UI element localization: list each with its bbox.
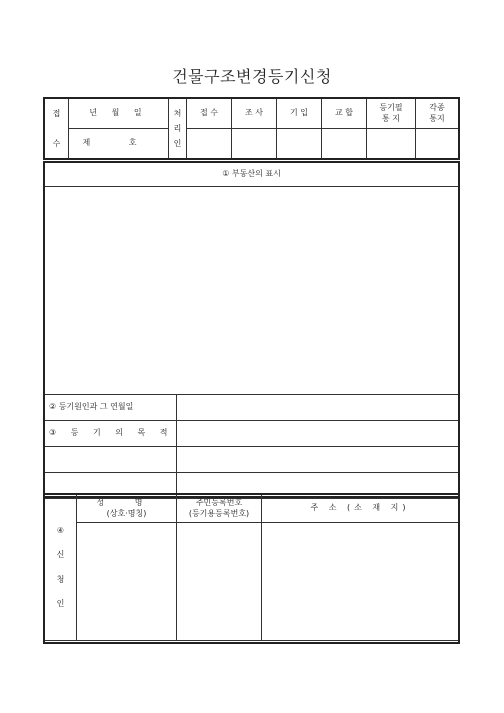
cell-giip[interactable] [277,129,322,159]
property-display-header: ① 부동산의 표시 [45,163,459,187]
date-label: 년 월 일 [69,99,169,129]
property-table [44,162,459,499]
address-header: 주 소 (소 재 지) [262,495,459,523]
receipt-table [44,98,459,159]
id-field[interactable] [177,523,262,641]
property-display-field[interactable] [45,187,459,395]
name-field[interactable] [77,523,177,641]
name-header: 성 명 (상호·명칭) [77,495,177,523]
col-misc-notice: 각종 통지 [416,99,459,129]
cell-josa[interactable] [232,129,277,159]
cause-date-label: ② 등기원인과 그 연월일 [45,395,177,421]
col-giip: 기 입 [277,99,322,129]
cell-jeopsu[interactable] [187,129,232,159]
number-label: 제 호 [69,129,169,159]
applicant-label: ④ 신 청 인 [45,495,77,641]
cause-date-field[interactable] [177,395,459,421]
address-field[interactable] [262,523,459,641]
cell-gyohap[interactable] [322,129,367,159]
applicant-table [44,494,459,641]
cheori-label: 처 리 인 [169,99,187,159]
cell-registered-notice[interactable] [367,129,416,159]
col-jeopsu: 접 수 [187,99,232,129]
blank-field-1[interactable] [177,447,459,473]
jeop-su-label: 접 수 [45,99,69,159]
purpose-field[interactable] [177,421,459,447]
blank-label-1 [45,447,177,473]
cell-misc-notice[interactable] [416,129,459,159]
col-registered-notice: 등기필 통 지 [367,99,416,129]
col-josa: 조 사 [232,99,277,129]
page-title: 건물구조변경등기신청 [172,67,332,86]
col-gyohap: 교 합 [322,99,367,129]
purpose-label: ③ 등 기 의 목 적 [45,421,177,447]
id-header: 주민등록번호 (등기용등록번호) [177,495,262,523]
